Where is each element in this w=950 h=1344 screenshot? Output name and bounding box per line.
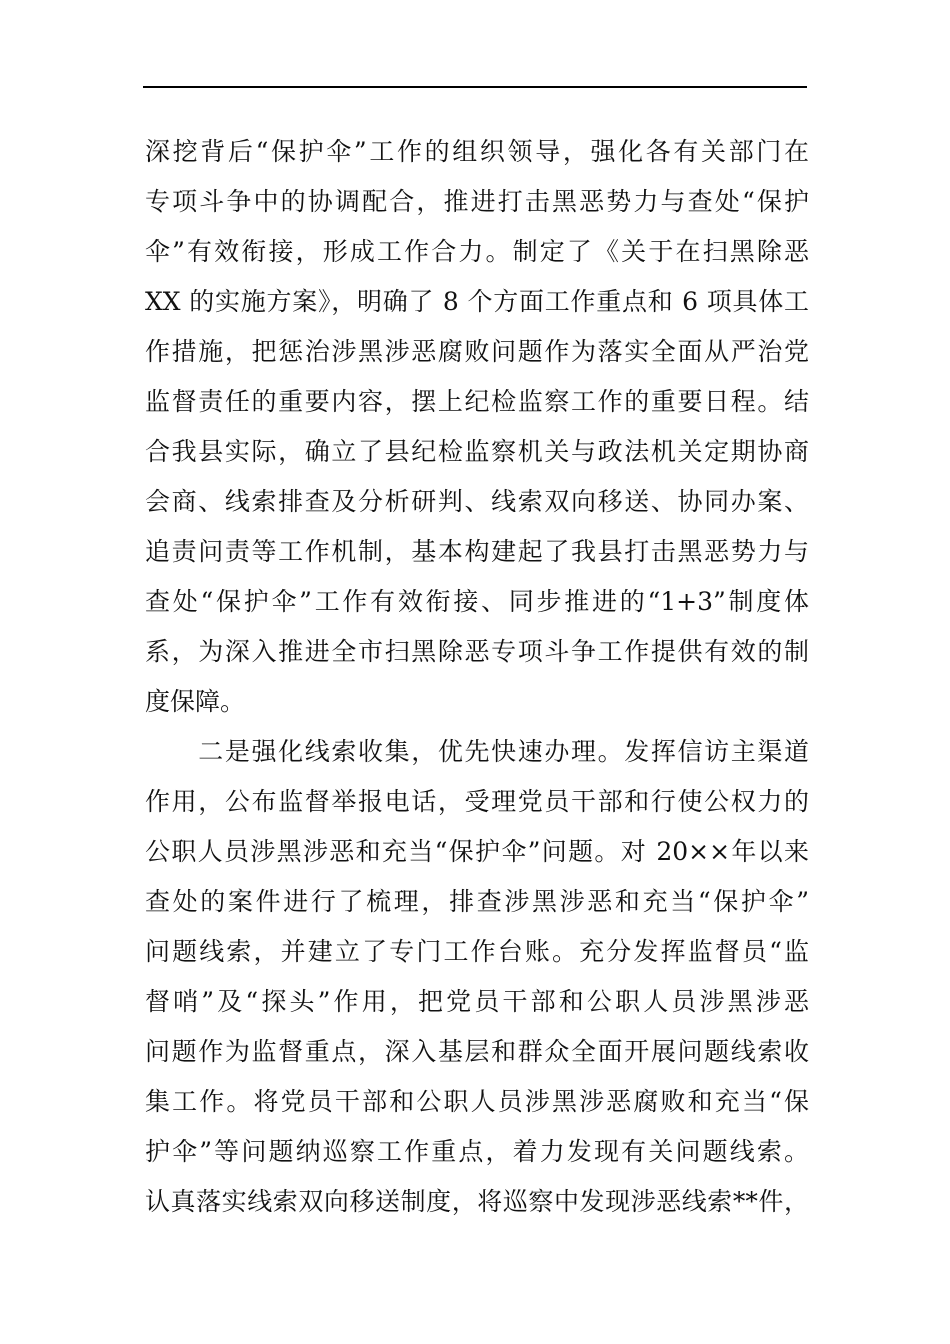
text-line: 监督责任的重要内容，摆上纪检监察工作的重要日程。结	[145, 387, 809, 416]
text-line: 认真落实线索双向移送制度，将巡察中发现涉恶线索**件，	[145, 1187, 809, 1216]
text-line: 集工作。将党员干部和公职人员涉黑涉恶腐败和充当“保	[145, 1087, 809, 1116]
text-line: 会商、线索排查及分析研判、线索双向移送、协同办案、	[145, 487, 809, 516]
text-line: 问题线索，并建立了专门工作台账。充分发挥监督员“监	[145, 937, 809, 966]
body-text	[145, 127, 809, 1227]
text-line: 专项斗争中的协调配合，推进打击黑恶势力与查处“保护	[145, 187, 809, 216]
text-line: 查处的案件进行了梳理，排查涉黑涉恶和充当“保护伞”	[145, 887, 809, 916]
text-line: 护伞”等问题纳巡察工作重点，着力发现有关问题线索。	[145, 1137, 809, 1166]
text-line: 系，为深入推进全市扫黑除恶专项斗争工作提供有效的制	[145, 637, 809, 666]
text-line: 作用，公布监督举报电话，受理党员干部和行使公权力的	[145, 787, 809, 816]
text-line: 伞”有效衔接，形成工作合力。制定了《关于在扫黑除恶	[145, 237, 809, 266]
text-line: 公职人员涉黑涉恶和充当“保护伞”问题。对 20××年以来	[145, 837, 809, 866]
text-line: 问题作为监督重点，深入基层和群众全面开展问题线索收	[145, 1037, 809, 1066]
text-line: 度保障。	[145, 687, 246, 716]
header-rule	[143, 86, 807, 88]
paragraph-heading-line: 二是强化线索收集，优先快速办理。发挥信访主渠道	[145, 737, 809, 766]
text-line: XX 的实施方案》，明确了 8 个方面工作重点和 6 项具体工	[145, 287, 809, 316]
text-line: 作措施，把惩治涉黑涉恶腐败问题作为落实全面从严治党	[145, 337, 809, 366]
text-line: 深挖背后“保护伞”工作的组织领导，强化各有关部门在	[145, 137, 809, 166]
text-line: 合我县实际，确立了县纪检监察机关与政法机关定期协商	[145, 437, 809, 466]
text-line: 督哨”及“探头”作用，把党员干部和公职人员涉黑涉恶	[145, 987, 809, 1016]
text-line: 追责问责等工作机制，基本构建起了我县打击黑恶势力与	[145, 537, 809, 566]
text-line: 查处“保护伞”工作有效衔接、同步推进的“1+3”制度体	[145, 587, 809, 616]
